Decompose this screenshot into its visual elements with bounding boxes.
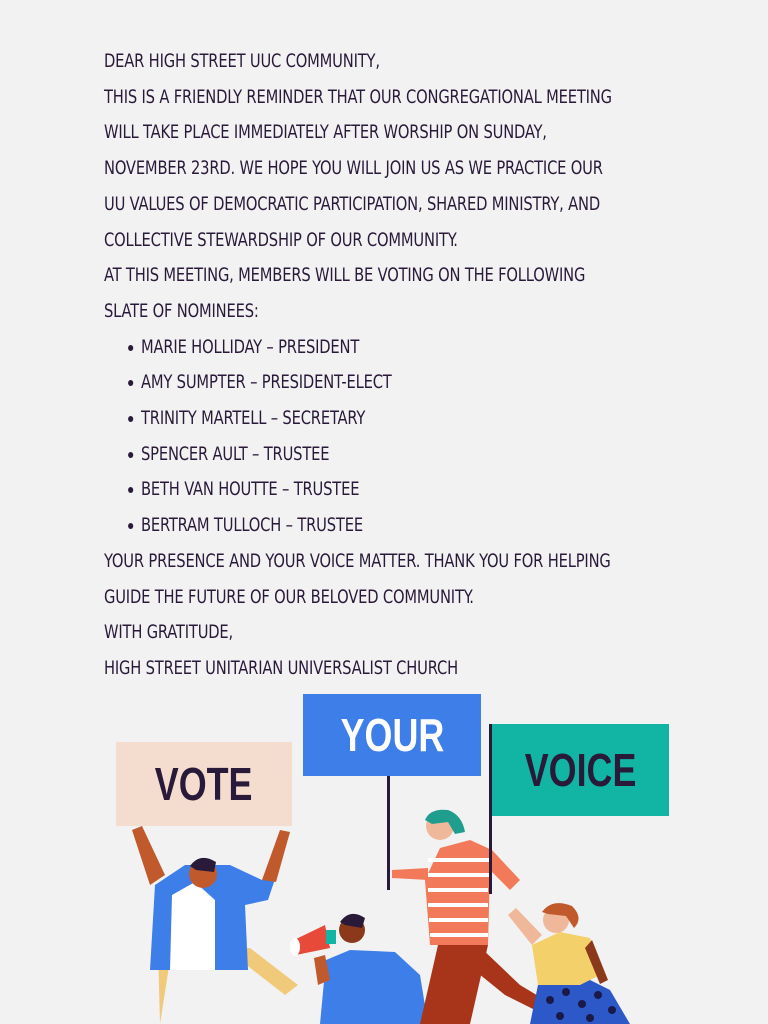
- salutation: DEAR HIGH STREET UUC COMMUNITY,: [104, 50, 380, 72]
- closing-line: YOUR PRESENCE AND YOUR VOICE MATTER. THANK YOU FOR HELPING: [104, 549, 611, 572]
- paragraph-line: NOVEMBER 23RD. WE HOPE YOU WILL JOIN US AS WE PRACTICE OUR: [104, 157, 603, 180]
- person-vote-holder: [132, 826, 298, 1024]
- paragraph-line: UU VALUES OF DEMOCRATIC PARTICIPATION, SHARED MINISTRY, AND: [104, 192, 600, 215]
- paragraph-line: SLATE OF NOMINEES:: [104, 299, 259, 322]
- voice-sign: [492, 724, 669, 816]
- nominee-item: MARIE HOLLIDAY – PRESIDENT: [141, 330, 603, 366]
- signature: HIGH STREET UNITARIAN UNIVERSALIST CHURCH: [104, 656, 458, 679]
- person-polka-dot: [508, 903, 630, 1024]
- paragraph-line: COLLECTIVE STEWARDSHIP OF OUR COMMUNITY.: [104, 228, 458, 251]
- paragraph-line: AT THIS MEETING, MEMBERS WILL BE VOTING ON THE FOLLOWING: [104, 264, 586, 287]
- your-sign-pole: [387, 775, 390, 890]
- vote-sign-label: VOTE: [155, 758, 253, 810]
- voice-sign-label: VOICE: [524, 744, 637, 796]
- nominee-item: SPENCER AULT – TRUSTEE: [141, 437, 603, 473]
- paragraph-line: WILL TAKE PLACE IMMEDIATELY AFTER WORSHIP ON SUNDAY,: [104, 121, 547, 144]
- nominee-item: BERTRAM TULLOCH – TRUSTEE: [141, 508, 603, 544]
- nominee-item: BETH VAN HOUTTE – TRUSTEE: [141, 472, 603, 508]
- nominee-item: AMY SUMPTER – PRESIDENT-ELECT: [141, 365, 603, 401]
- closing-line: GUIDE THE FUTURE OF OUR BELOVED COMMUNITY.: [104, 585, 474, 608]
- person-megaphone: [290, 914, 428, 1024]
- nominee-item: TRINITY MARTELL – SECRETARY: [141, 401, 603, 437]
- your-sign-label: YOUR: [340, 709, 444, 761]
- vote-sign: [116, 742, 292, 826]
- paragraph-line: THIS IS A FRIENDLY REMINDER THAT OUR CONGREGATIONAL MEETING: [104, 85, 612, 108]
- signoff: WITH GRATITUDE,: [104, 621, 234, 644]
- your-sign: [303, 694, 481, 776]
